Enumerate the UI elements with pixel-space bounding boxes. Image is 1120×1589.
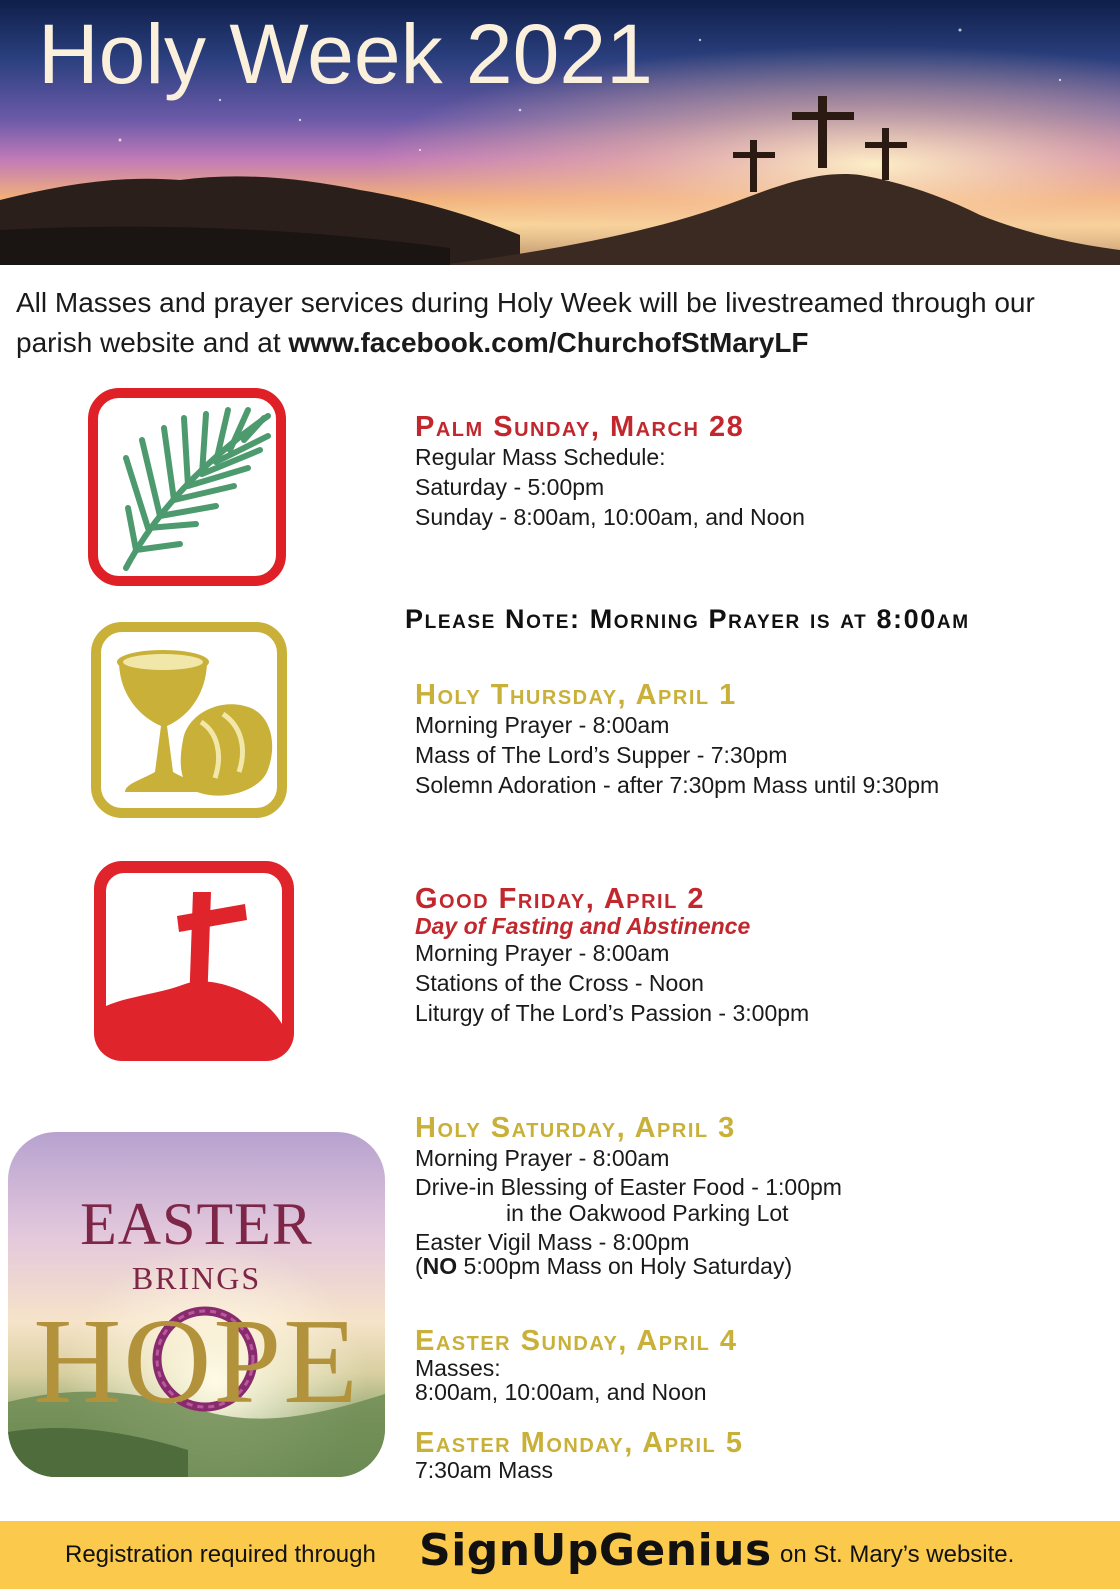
holy-thursday-line: Solemn Adoration - after 7:30pm Mass until 9:30pm — [415, 772, 940, 798]
easter-sunday-section — [415, 1326, 738, 1404]
brings-word: BRINGS — [131, 1260, 262, 1296]
holy-thursday-title: Holy Thursday, April 1 — [415, 679, 737, 711]
hope-word: HOPE — [33, 1294, 360, 1429]
easter-sunday-line: Masses: — [415, 1355, 501, 1381]
holy-saturday-line: Drive-in Blessing of Easter Food - 1:00pm — [415, 1174, 842, 1200]
easter-brings-hope-image — [8, 1132, 385, 1477]
signupgenius-logo: SignUpGenius — [419, 1525, 772, 1576]
palm-sunday-section — [415, 412, 805, 532]
holy-saturday-section — [415, 1113, 842, 1278]
holy-thursday-section — [415, 680, 939, 800]
easter-word: EASTER — [80, 1191, 313, 1257]
holy-saturday-no-mass-line — [415, 1254, 842, 1278]
palm-branch-icon — [88, 388, 286, 591]
livestream-intro — [16, 283, 1106, 363]
easter-monday-title: Easter Monday, April 5 — [415, 1427, 744, 1459]
holy-saturday-line: Morning Prayer - 8:00am — [415, 1145, 670, 1171]
good-friday-section — [415, 884, 809, 1028]
intro-text: All Masses and prayer services during Holy Week will be livestreamed through our parish website and at — [16, 287, 1035, 358]
footer-right-text: on St. Mary’s website. — [780, 1541, 1015, 1568]
facebook-url: www.facebook.com/ChurchofStMaryLF — [288, 327, 809, 358]
page-title: Holy Week 2021 — [38, 7, 653, 101]
easter-sunday-title: Easter Sunday, April 4 — [415, 1325, 738, 1357]
good-friday-subtitle: Day of Fasting and Abstinence — [415, 913, 751, 939]
holy-thursday-line: Morning Prayer - 8:00am — [415, 712, 670, 738]
good-friday-line: Liturgy of The Lord’s Passion - 3:00pm — [415, 1000, 810, 1026]
footer-left-text: Registration required through — [65, 1541, 376, 1568]
chalice-bread-icon — [91, 622, 287, 823]
holy-saturday-title: Holy Saturday, April 3 — [415, 1112, 736, 1144]
registration-footer — [0, 1521, 1120, 1589]
morning-prayer-note: Please Note: Morning Prayer is at 8:00am — [405, 604, 970, 634]
palm-sunday-title: Palm Sunday, March 28 — [415, 411, 745, 443]
palm-sunday-line: Sunday - 8:00am, 10:00am, and Noon — [415, 504, 805, 530]
paren-open: ( — [415, 1253, 423, 1279]
header-banner — [0, 0, 1120, 265]
easter-monday-section — [415, 1428, 743, 1482]
easter-sunday-line: 8:00am, 10:00am, and Noon — [415, 1379, 707, 1405]
palm-sunday-line: Saturday - 5:00pm — [415, 474, 605, 500]
cross-hill-icon — [89, 856, 299, 1071]
no-mass-rest: 5:00pm Mass on Holy Saturday) — [457, 1253, 793, 1279]
good-friday-title: Good Friday, April 2 — [415, 883, 705, 915]
holy-thursday-line: Mass of The Lord’s Supper - 7:30pm — [415, 742, 788, 768]
holy-saturday-line-indented: in the Oakwood Parking Lot — [506, 1200, 789, 1226]
holy-saturday-line: Easter Vigil Mass - 8:00pm — [415, 1229, 690, 1255]
easter-monday-line: 7:30am Mass — [415, 1457, 554, 1483]
good-friday-line: Stations of the Cross - Noon — [415, 970, 704, 996]
good-friday-line: Morning Prayer - 8:00am — [415, 940, 670, 966]
palm-sunday-line: Regular Mass Schedule: — [415, 444, 666, 470]
no-emphasis: NO — [422, 1253, 458, 1279]
